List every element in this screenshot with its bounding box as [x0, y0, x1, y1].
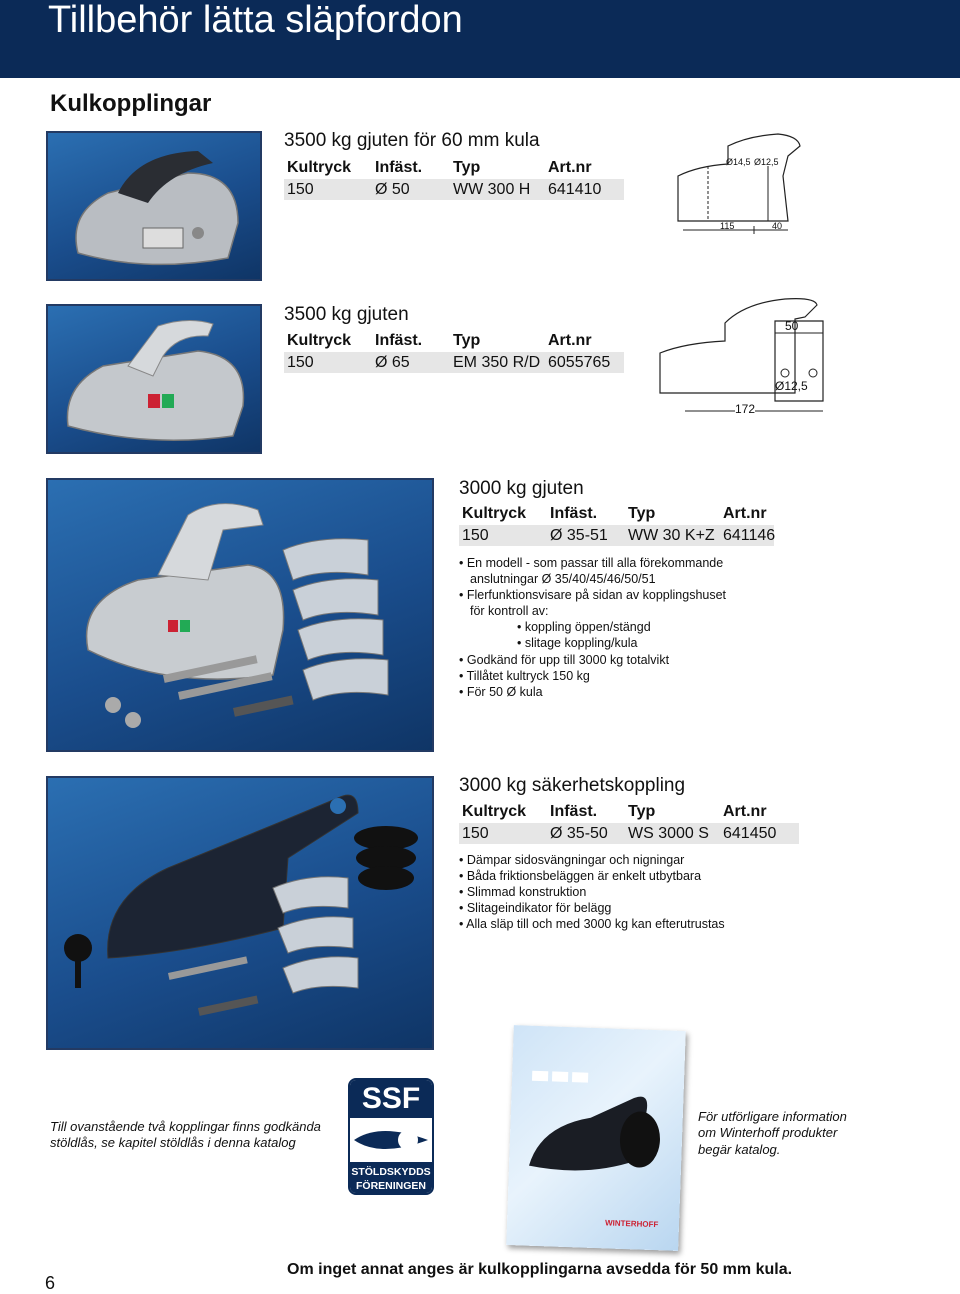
product-3-features — [459, 555, 726, 700]
feature-line: • Flerfunktionsvisare på sidan av kopplingshuset — [459, 588, 727, 603]
cell-infast: Ø 65 — [375, 354, 410, 371]
col-artnr: Art.nr — [723, 505, 767, 522]
product-photo-3 — [46, 478, 434, 752]
page-number: 6 — [45, 1273, 56, 1293]
catalog-brand: WINTERHOFF — [604, 1218, 659, 1230]
product-3-table-header — [459, 505, 774, 525]
dim-label: 40 — [772, 221, 783, 231]
col-infast: Infäst. — [550, 803, 598, 820]
cell-infast: Ø 35-50 — [550, 825, 608, 842]
ssf-logo-line: STÖLDSKYDDS — [351, 1166, 431, 1178]
col-kultryck: Kultryck — [462, 505, 527, 522]
feature-line: • slitage koppling/kula — [517, 636, 638, 651]
lock-note-line: Till ovanstående två kopplingar finns godkända — [50, 1119, 321, 1134]
feature-line: • Båda friktionsbeläggen är enkelt utbytbara — [459, 869, 702, 884]
col-typ: Typ — [453, 159, 481, 176]
product-4-table-header — [459, 803, 799, 823]
product-1-table-header — [284, 159, 624, 179]
cell-typ: EM 350 R/D — [453, 354, 541, 371]
feature-line: • Slitageindikator för belägg — [459, 901, 612, 916]
dim-label: Ø12,5 — [754, 157, 779, 167]
dim-label: 50 — [785, 319, 799, 333]
cell-infast: Ø 35-51 — [550, 527, 608, 544]
col-typ: Typ — [453, 332, 481, 349]
product-photo-4 — [46, 776, 434, 1050]
catalog-note — [698, 1109, 847, 1158]
feature-line: • Dämpar sidosvängningar och nigningar — [459, 853, 685, 867]
col-infast: Infäst. — [550, 505, 598, 522]
ssf-logo-line: FÖRENINGEN — [355, 1180, 426, 1192]
cell-kultryck: 150 — [287, 181, 314, 198]
lock-note — [50, 1119, 321, 1152]
feature-line: • Godkänd för upp till 3000 kg totalvikt — [459, 652, 670, 667]
cell-artnr: 641146 — [723, 527, 776, 544]
product-1-title: 3500 kg gjuten för 60 mm kula — [284, 130, 540, 151]
catalog-note-line: För utförligare information — [698, 1109, 847, 1124]
dim-label: 115 — [720, 221, 735, 231]
cell-artnr: 641410 — [548, 181, 602, 198]
section-title: Kulkopplingar — [50, 90, 212, 117]
cell-typ: WW 30 K+Z — [628, 527, 715, 544]
dim-label: Ø12,5 — [775, 379, 808, 393]
col-artnr: Art.nr — [548, 332, 592, 349]
product-4-table-row — [459, 823, 799, 844]
cell-kultryck: 150 — [462, 825, 489, 842]
dim-label: Ø14,5 — [726, 157, 751, 167]
catalog-note-line: om Winterhoff produkter — [698, 1125, 838, 1141]
product-4-title: 3000 kg säkerhetskoppling — [459, 775, 686, 796]
product-1-table-row — [284, 179, 624, 200]
col-typ: Typ — [628, 505, 656, 522]
ssf-logo-bottom — [350, 1162, 432, 1195]
technical-drawing-2 — [655, 293, 835, 421]
feature-line: • Alla släp till och med 3000 kg kan efterutrustas — [459, 917, 725, 932]
catalog-note-line: begär katalog. — [698, 1141, 781, 1157]
product-3-table-row — [459, 525, 774, 546]
feature-line: för kontroll av: — [470, 604, 549, 619]
cell-kultryck: 150 — [462, 527, 489, 544]
cell-typ: WS 3000 S — [628, 825, 709, 842]
product-2-table-header — [284, 332, 624, 352]
product-photo-2 — [46, 304, 262, 454]
cell-kultryck: 150 — [287, 354, 314, 371]
cell-infast: Ø 50 — [375, 181, 410, 198]
cell-artnr: 6055765 — [548, 354, 611, 371]
product-4-features — [459, 852, 725, 932]
product-2-table-row — [284, 352, 624, 373]
col-kultryck: Kultryck — [287, 332, 352, 349]
feature-line: • koppling öppen/stängd — [517, 620, 651, 635]
cell-artnr: 641450 — [723, 825, 777, 842]
ssf-logo-top: SSF — [350, 1080, 432, 1118]
col-artnr: Art.nr — [723, 803, 767, 820]
feature-line: • För 50 Ø kula — [459, 684, 543, 699]
lock-note-line: stöldlås, se kapitel stöldlås i denna katalog — [50, 1135, 296, 1151]
col-kultryck: Kultryck — [287, 159, 352, 176]
col-artnr: Art.nr — [548, 159, 592, 176]
product-2-title: 3500 kg gjuten — [284, 304, 409, 325]
footer-note: Om inget annat anges är kulkopplingarna avsedda för 50 mm kula. — [287, 1261, 793, 1278]
col-infast: Infäst. — [375, 332, 423, 349]
feature-line: • Tillåtet kultryck 150 kg — [459, 668, 590, 683]
product-photo-1 — [46, 131, 262, 281]
feature-line: anslutningar Ø 35/40/45/46/50/51 — [470, 572, 656, 587]
feature-line: • Slimmad konstruktion — [459, 885, 587, 900]
ssf-logo — [348, 1078, 434, 1195]
feature-line: • En modell - som passar till alla förekommande — [459, 556, 724, 570]
col-typ: Typ — [628, 803, 656, 820]
col-infast: Infäst. — [375, 159, 423, 176]
col-kultryck: Kultryck — [462, 803, 527, 820]
catalog-cover — [506, 1025, 686, 1251]
technical-drawing-1 — [668, 126, 818, 238]
cell-typ: WW 300 H — [453, 181, 531, 198]
dim-label: 172 — [735, 402, 756, 416]
product-3-title: 3000 kg gjuten — [459, 478, 584, 499]
page-title: Tillbehör lätta släpfordon — [48, 0, 463, 41]
